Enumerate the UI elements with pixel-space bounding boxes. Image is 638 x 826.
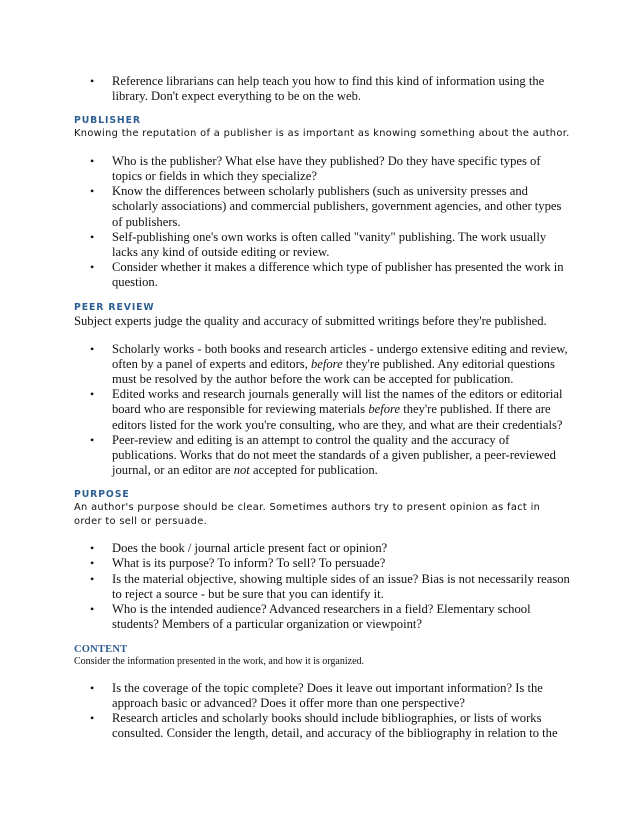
list-item: • What is its purpose? To inform? To sell? To persuade? (74, 556, 570, 571)
section-intro-peer-review: Subject experts judge the quality and accuracy of submitted writings before they're published. (74, 313, 547, 328)
section-intro-purpose: An author's purpose should be clear. Sometimes authors try to present opinion as fact in order to sell or persuade. (74, 502, 541, 527)
list-item: • Consider whether it makes a difference which type of publisher has presented the work in question. (74, 260, 570, 290)
top-bullet-list (74, 74, 570, 104)
document-page (74, 74, 570, 741)
list-item: • Scholarly works - both books and research articles - undergo extensive editing and review, often by a panel of experts and editors, before they're published. Any editorial questions must be resolved by the author before the work can be accepted for publication. (74, 342, 570, 388)
section-heading-publisher: PUBLISHER (74, 115, 141, 127)
list-item: • Reference librarians can help teach you how to find this kind of information using the library. Don't expect everything to be on the web. (74, 74, 570, 104)
list-item: • Who is the publisher? What else have they published? Do they have specific types of topics or fields in which they specialize? (74, 154, 570, 184)
list-item: • Does the book / journal article present fact or opinion? (74, 541, 570, 556)
list-item: • Who is the intended audience? Advanced researchers in a field? Elementary school students? Members of a particular organization or viewpoint? (74, 602, 570, 632)
publisher-bullet-list (74, 154, 570, 291)
purpose-bullet-list (74, 541, 570, 632)
list-item: • Peer-review and editing is an attempt to control the quality and the accuracy of publications. Works that do not meet the standards of a given publisher, a peer-reviewed journal, or an editor are not accepted for publication. (74, 433, 570, 479)
section-heading-peer-review: PEER REVIEW (74, 301, 155, 313)
list-item: • Is the material objective, showing multiple sides of an issue? Bias is not necessarily reason to reject a source - but be sure that you can identify it. (74, 572, 570, 602)
content-bullet-list (74, 681, 570, 742)
list-item: • Research articles and scholarly books should include bibliographies, or lists of works consulted. Consider the length, detail, and accuracy of the bibliography in relation to the (74, 711, 570, 741)
section-intro-publisher: Knowing the reputation of a publisher is as important as knowing something about the author. (74, 128, 570, 140)
list-item: • Know the differences between scholarly publishers (such as university presses and scholarly associations) and commercial publishers, government agencies, and other types of publishers. (74, 184, 570, 230)
section-heading-purpose: PURPOSE (74, 489, 130, 501)
list-item: • Self-publishing one's own works is often called "vanity" publishing. The work usually lacks any kind of outside editing or review. (74, 230, 570, 260)
peer-review-bullet-list (74, 342, 570, 479)
section-intro-content: Consider the information presented in the work, and how it is organized. (74, 655, 365, 667)
list-item: • Is the coverage of the topic complete? Does it leave out important information? Is the approach basic or advanced? Does it offer more than one perspective? (74, 681, 570, 711)
list-item: • Edited works and research journals generally will list the names of the editors or editorial board who are responsible for reviewing materials before they're published. If there are editors listed for the work you're consulting, who are they, and what are their credentials? (74, 387, 570, 433)
section-heading-content: CONTENT (74, 643, 128, 655)
